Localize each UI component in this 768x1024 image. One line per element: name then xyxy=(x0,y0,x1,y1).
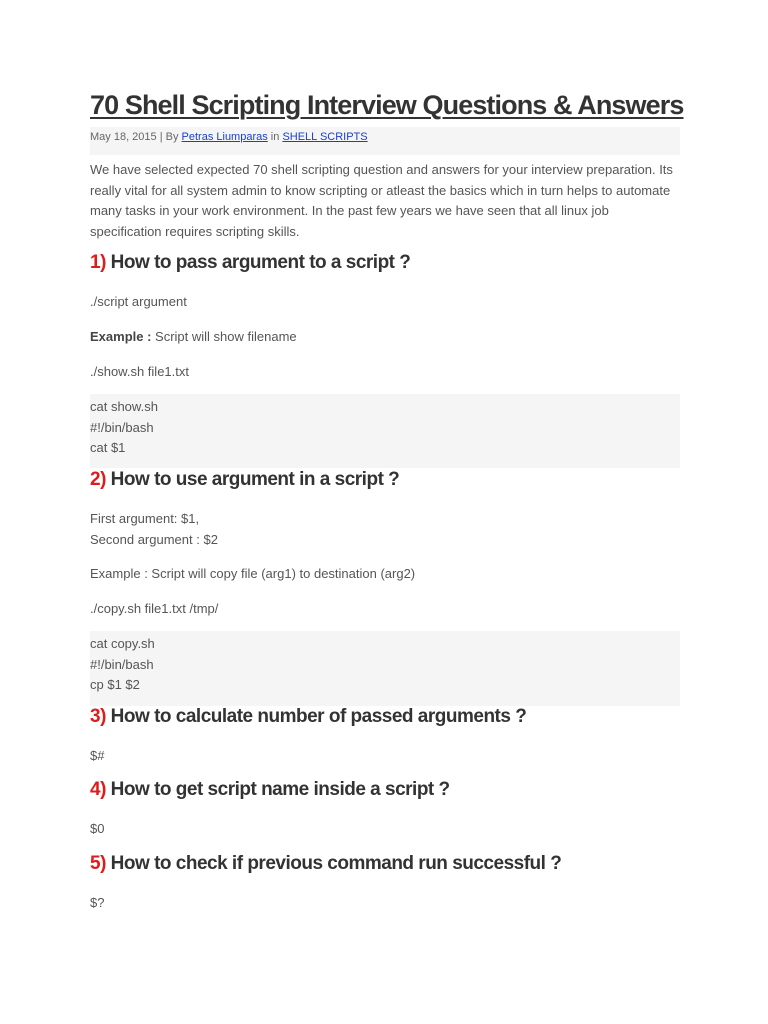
command-line: ./show.sh file1.txt xyxy=(90,364,189,379)
in-text: in xyxy=(267,131,283,143)
answer-text: ./script argument xyxy=(90,294,187,309)
post-date: May 18, 2015 xyxy=(90,131,157,143)
question-1-heading xyxy=(90,252,410,274)
answer-text: $0 xyxy=(90,821,105,836)
answer-text: First argument: $1, xyxy=(90,511,200,526)
question-text: How to pass argument to a script ? xyxy=(105,252,411,273)
question-text: How to get script name inside a script ? xyxy=(105,779,450,800)
by-text: | By xyxy=(156,131,182,143)
question-text: How to use argument in a script ? xyxy=(105,469,400,490)
code-line: cat $1 xyxy=(90,440,126,455)
example-text: Script will show filename xyxy=(151,329,297,344)
question-text: How to check if previous command run successful ? xyxy=(105,853,562,874)
question-5-heading xyxy=(90,853,561,875)
code-line: cat show.sh xyxy=(90,399,158,414)
question-number: 5) xyxy=(90,853,106,874)
code-line: #!/bin/bash xyxy=(90,419,154,435)
answer-text: Second argument : $2 xyxy=(90,532,218,547)
example-line: Example : Script will copy file (arg1) to destination (arg2) xyxy=(90,566,416,581)
question-number: 2) xyxy=(90,469,106,490)
code-line: cp $1 $2 xyxy=(90,677,140,692)
article-title: 70 Shell Scripting Interview Questions & Answers xyxy=(90,90,684,120)
code-line: cat copy.sh xyxy=(90,636,155,651)
example-label: Example : xyxy=(90,329,152,344)
post-meta xyxy=(90,127,680,155)
example-line xyxy=(90,327,297,348)
question-number: 3) xyxy=(90,706,106,727)
category-link[interactable]: SHELL SCRIPTS xyxy=(282,131,368,143)
code-block xyxy=(90,394,680,468)
command-line: ./copy.sh file1.txt /tmp/ xyxy=(90,601,219,616)
question-text: How to calculate number of passed arguments ? xyxy=(105,706,527,727)
question-4-heading xyxy=(90,779,450,801)
intro-paragraph: We have selected expected 70 shell scripting question and answers for your interview preparation. Its really vital for all system admin to know scripting or atleast the basics which in turn helps to automate many tasks in your work environment. In the past few years we have seen that all linux job specification requires scripting skills. xyxy=(90,162,673,239)
question-2-heading xyxy=(90,469,399,491)
question-3-heading xyxy=(90,706,526,728)
answer-text: $? xyxy=(90,895,105,910)
question-number: 4) xyxy=(90,779,106,800)
author-link[interactable]: Petras Liumparas xyxy=(181,131,268,143)
code-block xyxy=(90,631,680,706)
answer-text: $# xyxy=(90,748,105,763)
code-line: #!/bin/bash xyxy=(90,656,154,672)
question-number: 1) xyxy=(90,252,106,273)
